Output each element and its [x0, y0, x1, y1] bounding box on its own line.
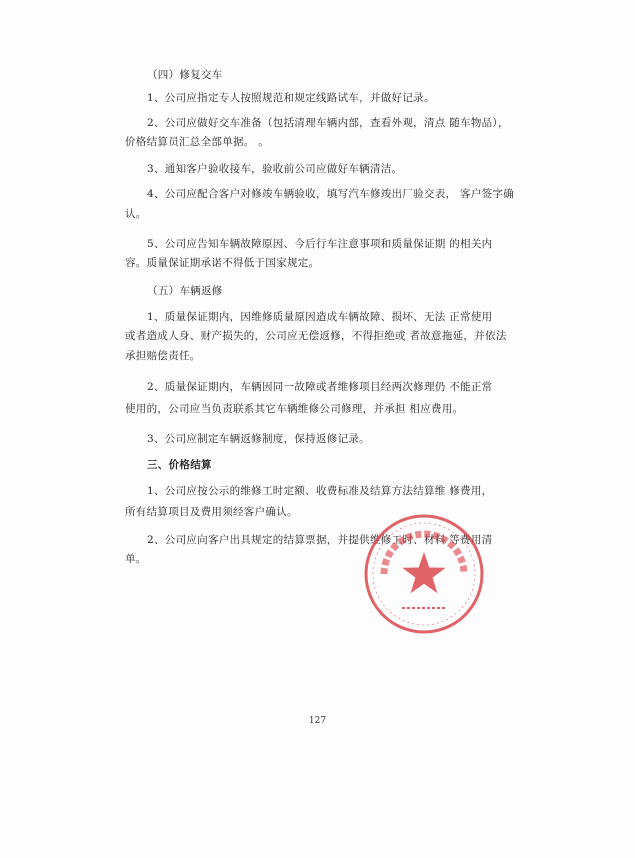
paragraph-line: 承担赔偿责任。 [125, 350, 201, 362]
paragraph-line: 所有结算项目及费用须经客户确认。 [125, 506, 298, 518]
paragraph-line: 容。质量保证期承诺不得低于国家规定。 [125, 257, 320, 269]
section-heading-repair-delivery: （四）修复交车 [147, 69, 223, 81]
paragraph-line: 单。 [125, 553, 147, 565]
page-number: 127 [308, 716, 327, 726]
paragraph-line: 4、公司应配合客户对修竣车辆验收，填写汽车修竣出厂验交表， 客户签字确 [147, 188, 515, 200]
section-heading-price-settlement: 三、价格结算 [147, 459, 212, 471]
paragraph-line: 3、公司应制定车辆返修制度，保持返修记录。 [147, 433, 370, 445]
paragraph-line: 认。 [125, 208, 147, 220]
company-seal [362, 512, 486, 636]
paragraph-line: 2、公司应向客户出具规定的结算票据，并提供维修工时、材料 等费用清 [147, 534, 493, 546]
paragraph-line: 使用的，公司应当负责联系其它车辆维修公司修理，并承担 相应费用。 [125, 403, 464, 415]
star-icon [402, 552, 445, 593]
paragraph-line: 或者造成人身、财产损失的，公司应无偿返修，不得拒绝或 者故意拖延，并依法 [125, 330, 507, 342]
paragraph-line: 1、公司应按公示的维修工时定额、收费标准及结算方法结算维 修费用， [147, 485, 493, 497]
paragraph-line: 1、公司应指定专人按照规范和规定线路试车，并做好记录。 [147, 92, 435, 104]
paragraph-line: 2、公司应做好交车准备（包括清理车辆内部，查看外观，清点 随车物品）， [147, 117, 509, 129]
paragraph-line: 2、质量保证期内，车辆因同一故障或者维修项目经两次修理仍 不能正常 [147, 381, 493, 393]
section-heading-vehicle-rework: （五）车辆返修 [147, 285, 223, 297]
paragraph-line: 价格结算员汇总全部单据。 。 [125, 136, 270, 148]
paragraph-line: 5、公司应告知车辆故障原因、今后行车注意事项和质量保证期 的相关内 [147, 238, 493, 250]
paragraph-line: 1、质量保证期内，因维修质量原因造成车辆故障、损坏、无法 正常使用 [147, 311, 493, 323]
paragraph-line: 3、通知客户验收接车，验收前公司应做好车辆清洁。 [147, 163, 403, 175]
